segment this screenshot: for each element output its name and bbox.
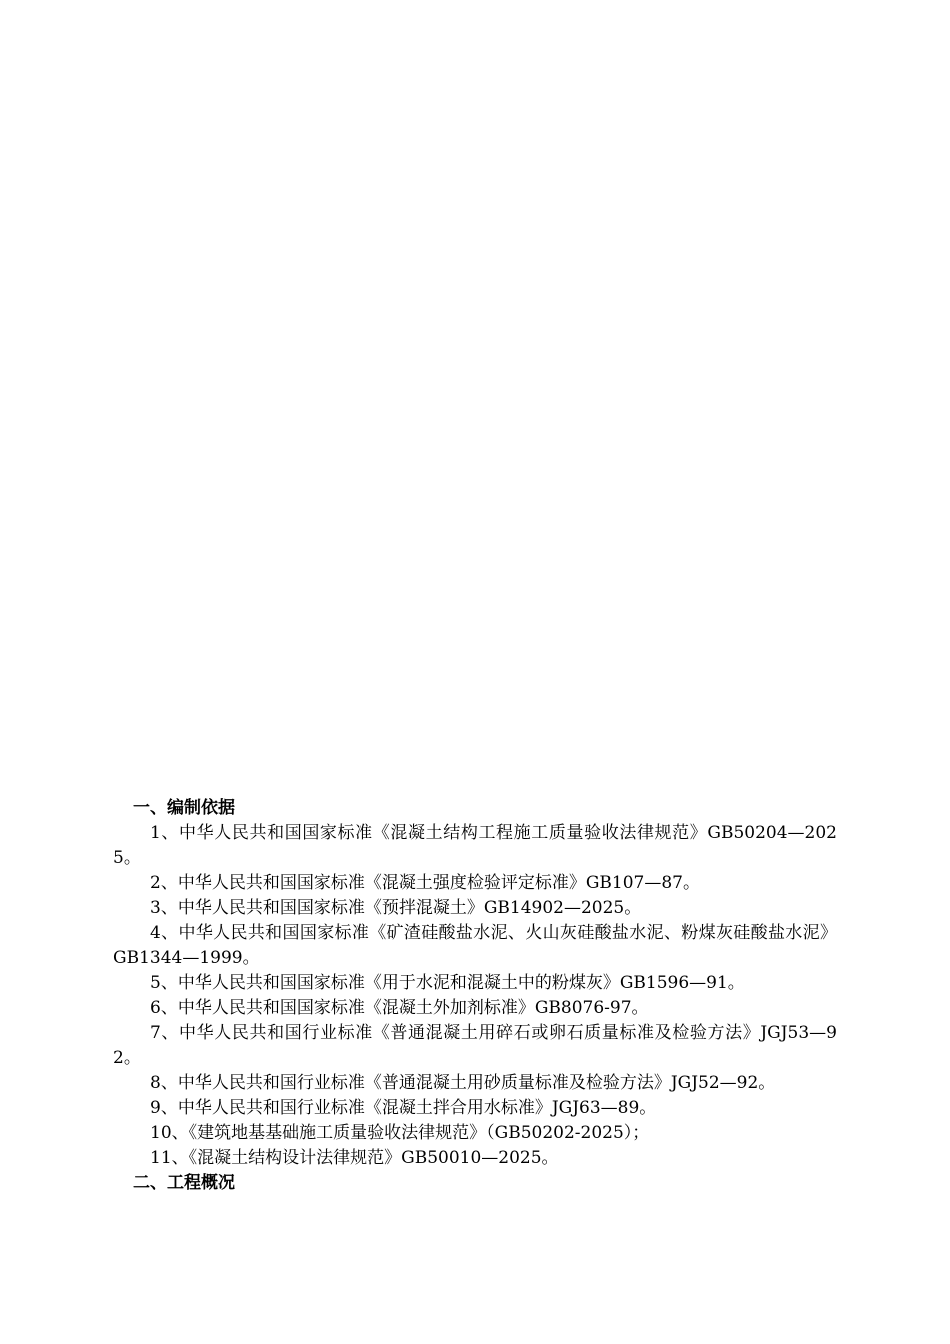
list-item: 10、《建筑地基基础施工质量验收法律规范》（GB50202-2025）；	[150, 1123, 650, 1143]
list-item: 11、《混凝土结构设计法律规范》GB50010—2025。	[150, 1148, 559, 1168]
list-item: 6、中华人民共和国国家标准《混凝土外加剂标准》GB8076-97。	[150, 998, 649, 1018]
document-body	[113, 796, 837, 1196]
list-item: 5、中华人民共和国国家标准《用于水泥和混凝土中的粉煤灰》GB1596—91。	[150, 973, 745, 993]
list-item: 9、中华人民共和国行业标准《混凝土拌合用水标准》JGJ63—89。	[150, 1098, 657, 1118]
section-heading-overview: 二、工程概况	[133, 1173, 235, 1193]
list-item: 2、中华人民共和国国家标准《混凝土强度检验评定标准》GB107—87。	[150, 873, 700, 893]
list-item: 4、中华人民共和国国家标准《矿渣硅酸盐水泥、火山灰硅酸盐水泥、粉煤灰硅酸盐水泥》GB1344—1999。	[113, 923, 837, 968]
list-item: 1、中华人民共和国国家标准《混凝土结构工程施工质量验收法律规范》GB50204—2025。	[113, 823, 837, 868]
section-heading-basis: 一、编制依据	[133, 798, 235, 818]
list-item: 3、中华人民共和国国家标准《预拌混凝土》GB14902—2025。	[150, 898, 642, 918]
list-item: 7、中华人民共和国行业标准《普通混凝土用碎石或卵石质量标准及检验方法》JGJ53—92。	[113, 1023, 837, 1068]
list-item: 8、中华人民共和国行业标准《普通混凝土用砂质量标准及检验方法》JGJ52—92。	[150, 1073, 776, 1093]
